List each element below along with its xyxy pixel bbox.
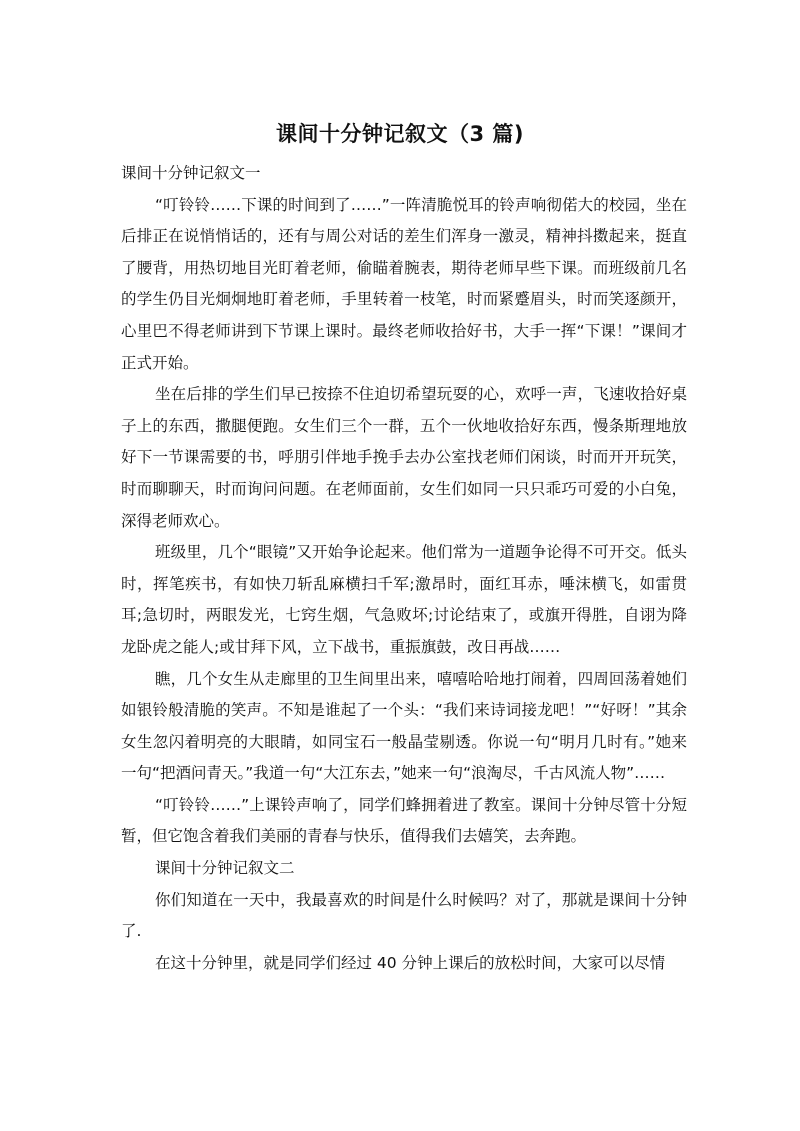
- paragraph: 瞧，几个女生从走廊里的卫生间里出来，嘻嘻哈哈地打闹着，四周回荡着她们如银铃般清脆的笑声。不知是谁起了一个头：“我们来诗词接龙吧！”“好呀！”其余女生忽闪着明亮的大眼睛，如同宝石一般晶莹剔透。你说一句“明月几时有。”她来一句“把酒问青天。”我道一句“大江东去，”她来一句“浪淘尽，千古风流人物”……: [121, 669, 687, 783]
- paragraph: “叮铃铃……下课的时间到了……”一阵清脆悦耳的铃声响彻偌大的校园，坐在后排正在说悄悄话的，还有与周公对话的差生们浑身一激灵，精神抖擞起来，挺直了腰背，用热切地目光盯着老师，偷瞄着腕表，期待老师早些下课。而班级前几名的学生仍目光炯炯地盯着老师，手里转着一枝笔，时而紧蹙眉头，时而笑逐颜开，心里巴不得老师讲到下节课上课时。最终老师收拾好书，大手一挥“下课！”课间才正式开始。: [121, 195, 687, 372]
- paragraph: 课间十分钟记叙文一: [121, 164, 261, 182]
- paragraph: 你们知道在一天中，我最喜欢的时间是什么时候吗？对了，那就是课间十分钟了.: [121, 890, 687, 941]
- paragraph: 在这十分钟里，就是同学们经过 40 分钟上课后的放松时间，大家可以尽情: [155, 953, 666, 972]
- paragraph: “叮铃铃……”上课铃声响了，同学们蜂拥着进了教室。课间十分钟尽管十分短暂，但它饱含着我们美丽的青春与快乐，值得我们去嬉笑，去奔跑。: [121, 795, 687, 846]
- paragraph: 坐在后排的学生们早已按捺不住迫切希望玩耍的心，欢呼一声，飞速收拾好桌子上的东西，撒腿便跑。女生们三个一群，五个一伙地收拾好东西，慢条斯理地放好下一节课需要的书，呼朋引伴地手挽手去办公室找老师们闲谈，时而开开玩笑，时而聊聊天，时而询问问题。在老师面前，女生们如同一只只乖巧可爱的小白兔，深得老师欢心。: [121, 385, 687, 530]
- paragraph: 课间十分钟记叙文二: [155, 859, 295, 878]
- paragraph: 班级里，几个“眼镜”又开始争论起来。他们常为一道题争论得不可开交。低头时，挥笔疾书，有如快刀斩乱麻横扫千军;激昂时，面红耳赤，唾沫横飞，如雷贯耳;急切时，两眼发光，七窍生烟，气急败坏;讨论结束了，或旗开得胜，自诩为降龙卧虎之能人;或甘拜下风，立下战书，重振旗鼓，改日再战……: [121, 543, 687, 656]
- document-title: 课间十分钟记叙文（3 篇): [275, 122, 525, 146]
- document-body: [121, 158, 687, 979]
